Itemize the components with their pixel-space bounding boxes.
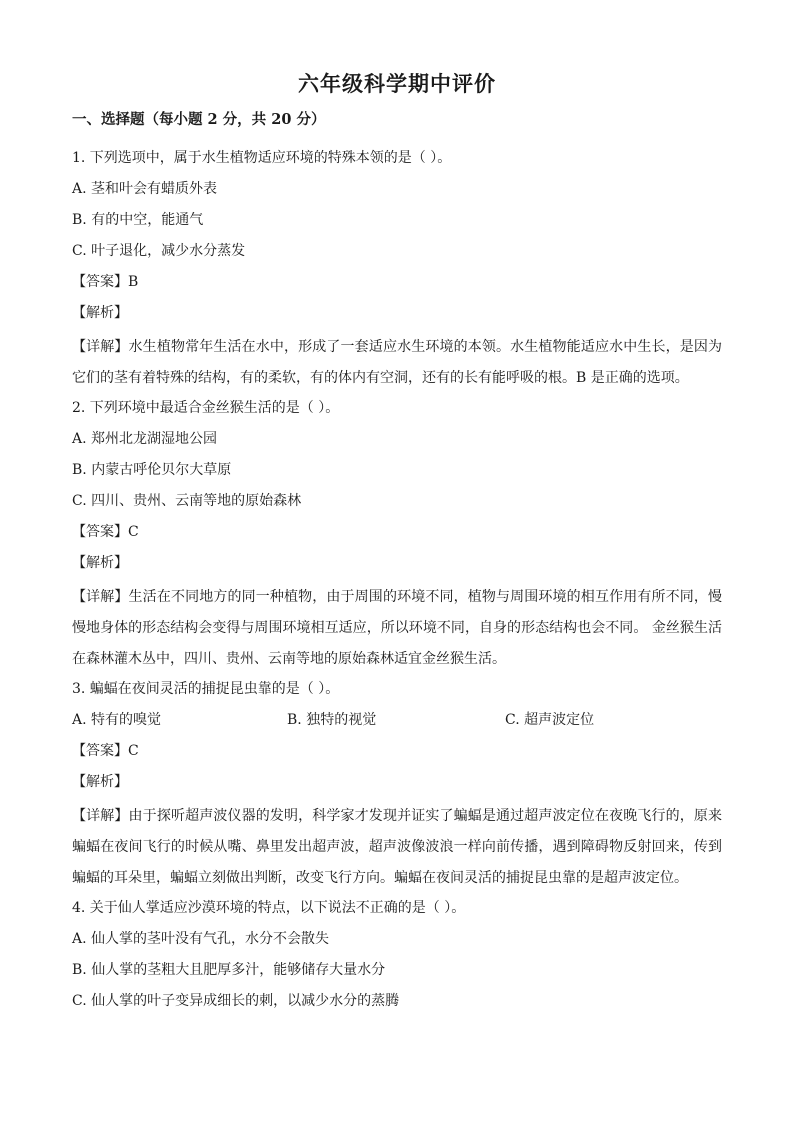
detail-paragraph [72, 582, 722, 675]
detail-label: 【详解】 [72, 339, 129, 355]
detail-paragraph [72, 801, 722, 894]
option: B. 仙人掌的茎粗大且肥厚多汁，能够储存大量水分 [72, 962, 386, 978]
answer-line [72, 520, 722, 551]
options-row [72, 708, 722, 739]
answer-value: C [128, 743, 139, 759]
question-stem: 1. 下列选项中，属于水生植物适应环境的特殊本领的是（ ）。 [72, 150, 452, 166]
detail-text: 由于探听超声波仪器的发明，科学家才发现并证实了蝙蝠是通过超声波定位在夜晚飞行的，原来蝙蝠在夜间飞行的时候从嘴、鼻里发出超声波，超声波像波浪一样向前传播，遇到障碍物反射回来，传到蝙蝠的耳朵里，蝙蝠立刻做出判断，改变飞行方向。蝙蝠在夜间灵活的捕捉昆虫靠的是超声波定位。 [72, 808, 723, 886]
question-stem: 3. 蝙蝠在夜间灵活的捕捉昆虫靠的是（ ）。 [72, 681, 340, 697]
questions-content [72, 146, 722, 1020]
question-stem: 4. 关于仙人掌适应沙漠环境的特点，以下说法不正确的是（ ）。 [72, 900, 466, 916]
option: A. 仙人掌的茎叶没有气孔，水分不会散失 [72, 931, 330, 947]
answer-value: C [128, 524, 139, 540]
answer-label: 【答案】 [72, 524, 128, 540]
option: A. 郑州北龙湖湿地公园 [72, 431, 218, 447]
option: C. 仙人掌的叶子变异成细长的刺，以减少水分的蒸腾 [72, 993, 400, 1009]
answer-line [72, 270, 722, 301]
analysis-label: 【解析】 [72, 555, 128, 571]
option: C. 四川、贵州、云南等地的原始森林 [72, 493, 302, 509]
detail-label: 【详解】 [72, 589, 129, 605]
section-heading: 一、选择题（每小题 2 分，共 20 分） [72, 111, 326, 128]
option: B. 内蒙古呼伦贝尔大草原 [72, 462, 232, 478]
question-stem: 2. 下列环境中最适合金丝猴生活的是（ ）。 [72, 400, 340, 416]
option: C. 叶子退化，减少水分蒸发 [72, 243, 246, 259]
detail-paragraph [72, 332, 722, 394]
page-title: 六年级科学期中评价 [298, 71, 496, 96]
option: B. 有的中空，能通气 [72, 212, 204, 228]
analysis-label: 【解析】 [72, 305, 128, 321]
option: A. 茎和叶会有蜡质外表 [72, 181, 218, 197]
answer-value: B [128, 274, 139, 290]
answer-line [72, 739, 722, 770]
analysis-label: 【解析】 [72, 774, 128, 790]
detail-text: 水生植物常年生活在水中，形成了一套适应水生环境的本领。水生植物能适应水中生长，是因为它们的茎有着特殊的结构，有的柔软，有的体内有空洞，还有的长有能呼吸的根。B 是正确的选项。 [72, 339, 723, 386]
detail-text: 生活在不同地方的同一种植物，由于周围的环境不同，植物与周围环境的相互作用有所不同，慢慢地身体的形态结构会变得与周围环境相互适应，所以环境不同，自身的形态结构也会不同。 金丝猴生活在森林灌木丛中，四川、贵州、云南等地的原始森林适宜金丝猴生活。 [72, 589, 723, 667]
option: A. 特有的嗅觉 [72, 712, 162, 728]
option: C. 超声波定位 [505, 712, 595, 728]
answer-label: 【答案】 [72, 743, 128, 759]
detail-label: 【详解】 [72, 808, 129, 824]
answer-label: 【答案】 [72, 274, 128, 290]
option: B. 独特的视觉 [287, 712, 377, 728]
